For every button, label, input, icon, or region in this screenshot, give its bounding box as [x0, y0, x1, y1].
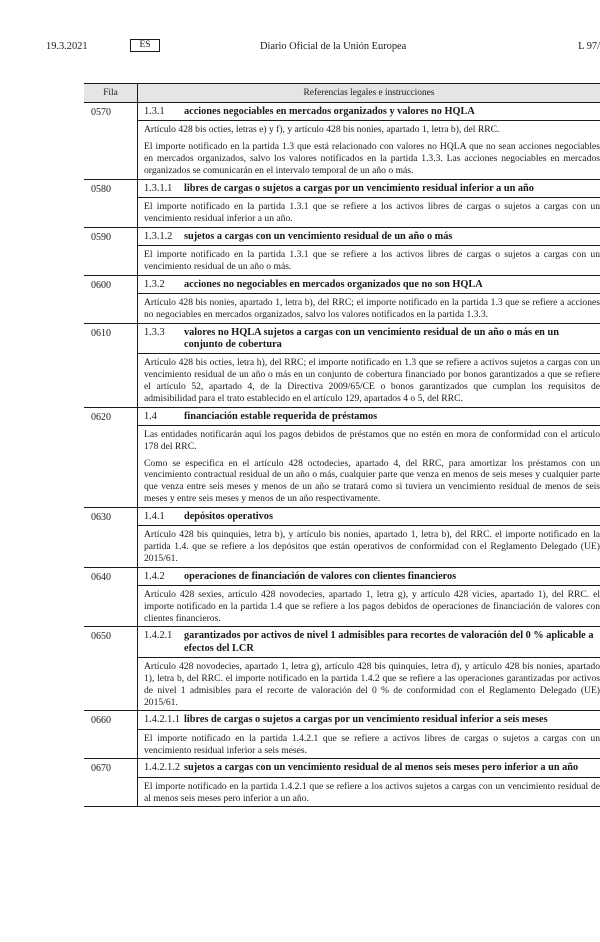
table-header	[84, 84, 600, 103]
section-heading	[138, 627, 600, 657]
row-content	[138, 711, 600, 758]
row-content	[138, 324, 600, 407]
section-heading	[138, 711, 600, 728]
section-number: 1.3.1	[144, 106, 165, 117]
section-title: acciones negociables en mercados organizados y valores no HQLA	[184, 106, 475, 117]
column-header-fila: Fila	[84, 84, 138, 102]
section-title: garantizados por activos de nivel 1 admisibles para recortes de valoración del 0 % aplicable a efectos del LCR	[184, 630, 594, 654]
section-number: 1.4.2.1.1	[144, 714, 181, 726]
row-code: 0630	[84, 508, 138, 567]
instruction-text: El importe notificado en la partida 1.3.1 que se refiere a los activos libres de cargas o sujetos a cargas con un vencimiento residual de un año o más.	[144, 249, 600, 272]
table-body	[84, 103, 600, 807]
legal-reference	[138, 777, 600, 807]
instruction-text: El importe notificado en la partida 1.3 que está relacionado con valores no HQLA que no sean acciones negociables en mercados organizados, salvo los valores notificados en la partida 1.3.3. Las acciones negociables en mercados organizados se comunicarán en el intervalo temporal de un año o más.	[144, 141, 600, 176]
legal-reference	[138, 585, 600, 626]
section-number: 1.3.1.2	[144, 230, 173, 242]
section-number: 1.4.1	[144, 510, 165, 522]
journal-title: Diario Oficial de la Unión Europea	[260, 41, 407, 52]
row-content	[138, 180, 600, 227]
section-title: libres de cargas o sujetos a cargas por un vencimiento residual inferior a seis meses	[184, 714, 548, 726]
row-content	[138, 103, 600, 179]
row-code: 0600	[84, 276, 138, 323]
row-code: 0580	[84, 180, 138, 227]
row-content	[138, 568, 600, 627]
section-title: financiación estable requerida de préstamos	[184, 410, 378, 422]
section-heading	[138, 759, 600, 776]
section-title: operaciones de financiación de valores con clientes financieros	[184, 570, 457, 582]
legal-reference	[138, 245, 600, 275]
row-content	[138, 276, 600, 323]
table-row	[84, 408, 600, 508]
table-row	[84, 711, 600, 759]
section-title: acciones no negociables en mercados organizados que no son HQLA	[184, 278, 483, 290]
column-header-references: Referencias legales e instrucciones	[303, 88, 435, 98]
row-code: 0640	[84, 568, 138, 627]
instruction-text: Artículo 428 bis octies, letras e) y f), y artículo 428 bis nonies, apartado 1, letra b), del RRC.	[144, 124, 500, 136]
table-row	[84, 627, 600, 711]
section-title: depósitos operativos	[184, 510, 273, 522]
table-row	[84, 276, 600, 324]
section-heading	[138, 276, 600, 293]
section-title: sujetos a cargas con un vencimiento residual de un año o más	[184, 230, 453, 242]
legal-reference	[138, 197, 600, 227]
page-header	[46, 38, 600, 54]
section-heading	[138, 568, 600, 585]
table-row	[84, 759, 600, 807]
section-number: 1.3.2	[144, 278, 165, 290]
instruction-text: Artículo 428 bis octies, letra h), del RRC; el importe notificado en 1.3 que se refiere a activos sujetos a cargas con un vencimiento residual de un año o más en un conjunto de cobertura financiado por bonos garantizados a que se refiere el artículo 52, apartado 4, de la Directiva 2009/65/CE o bonos garantizados que cumplan los requisitos de admisibilidad para el trato establecido en el artículo 129, apartados 4 o 5, del RRC.	[144, 357, 600, 404]
table-row	[84, 324, 600, 408]
legal-reference	[138, 525, 600, 566]
table-row	[84, 180, 600, 228]
instruction-text: El importe notificado en la partida 1.4.2.1 que se refiere a los activos sujetos a cargas con un vencimiento residual de al menos seis meses pero inferior a un año.	[144, 780, 600, 804]
section-number: 1.3.1.1	[144, 182, 173, 194]
legal-reference	[138, 729, 600, 759]
table-row	[84, 568, 600, 628]
row-content	[138, 759, 600, 806]
section-title: valores no HQLA sujetos a cargas con un vencimiento residual de un año o más en un conjunto de cobertura	[184, 326, 559, 350]
section-number: 1.4.2.1.2	[144, 762, 181, 774]
section-heading	[138, 408, 600, 425]
section-number: 1.4.2.1	[144, 630, 173, 642]
row-content	[138, 627, 600, 710]
section-number: 1.4.2	[144, 570, 165, 582]
section-heading	[138, 228, 600, 245]
section-number: 1.4	[144, 410, 157, 422]
section-heading	[138, 180, 600, 197]
row-content	[138, 408, 600, 507]
legal-reference	[138, 293, 600, 323]
legal-reference	[138, 657, 600, 710]
section-number: 1.3.3	[144, 326, 165, 338]
instruction-text: Como se especifica en el artículo 428 octodecies, apartado 4, del RRC, para amortizar los préstamos con un vencimiento contractual residual de un año o más, cualquier parte que venza en menos de seis meses y cualquier parte que venza entre seis meses y menos de un año se tratará como si tuviera un vencimiento residual de menos de seis meses y entre seis meses y menos de un año respectivamente.	[144, 457, 600, 504]
section-heading	[138, 508, 600, 525]
table-row	[84, 508, 600, 568]
instruction-text: Artículo 428 bis quinquies, letra b), y artículo bis nonies, apartado 1, letra b), del RRC. el importe notificado en la partida 1.4. que se refiere a los depósitos que están operativos de conformidad con el Reglamento Delegado (UE) 2015/61.	[144, 529, 600, 564]
row-code: 0620	[84, 408, 138, 507]
instruction-text: Artículo 428 novodecies, apartado 1, letra g), artículo 428 bis quinquies, letra d), y artículo 428 bis nonies, apartado 1), letra b, del RRC. el importe notificado en la partida 1.4.2 que se refiere a las operaciones garantizadas por activos de nivel 1 admisibles para el recorte de valoración del 0 % de conformidad con el Reglamento Delegado (UE) 2015/61.	[144, 661, 600, 708]
row-code: 0610	[84, 324, 138, 407]
instruction-text: Artículo 428 sexies, artículo 428 novodecies, apartado 1, letra g), y artículo 428 vicies, apartado 1), del RRC. el importe notificado en la partida 1.4 que se refiere a los pagos debidos de operaciones de financiación de valores con clientes financieros.	[144, 588, 600, 624]
row-code: 0570	[84, 103, 138, 179]
instruction-text: Artículo 428 bis nonies, apartado 1, letra b), del RRC; el importe notificado en la partida 1.3 que se refiere a acciones no negociables en mercados organizados, salvo los valores notificados en la partida 1.3.3.	[144, 297, 600, 320]
instruction-text: Las entidades notificarán aquí los pagos debidos de préstamos que no estén en mora de conformidad con el artículo 178 del RRC.	[144, 429, 600, 452]
publication-date: 19.3.2021	[46, 41, 88, 52]
section-heading	[138, 324, 600, 354]
instruction-text: El importe notificado en la partida 1.3.1 que se refiere a los activos libres de cargas o sujetos a cargas con un vencimiento residual inferior a un año.	[144, 201, 600, 224]
table-row	[84, 103, 600, 180]
legal-reference	[138, 353, 600, 406]
section-title: libres de cargas o sujetos a cargas por un vencimiento residual inferior a un año	[184, 182, 534, 194]
row-code: 0670	[84, 759, 138, 806]
row-content	[138, 508, 600, 567]
row-content	[138, 228, 600, 275]
table-row	[84, 228, 600, 276]
row-code: 0660	[84, 711, 138, 758]
row-code: 0650	[84, 627, 138, 710]
language-badge: ES	[130, 39, 160, 52]
instruction-text: El importe notificado en la partida 1.4.2.1 que se refiere a activos libres de cargas o sujetos a cargas con un vencimiento residual inferior a seis meses.	[144, 732, 600, 756]
legal-reference	[138, 120, 600, 178]
page-number: L 97/	[578, 41, 600, 52]
section-heading	[138, 103, 600, 120]
section-title: sujetos a cargas con un vencimiento residual de al menos seis meses pero inferior a un año	[184, 762, 579, 774]
instructions-table	[84, 83, 600, 807]
legal-reference	[138, 425, 600, 507]
row-code: 0590	[84, 228, 138, 275]
